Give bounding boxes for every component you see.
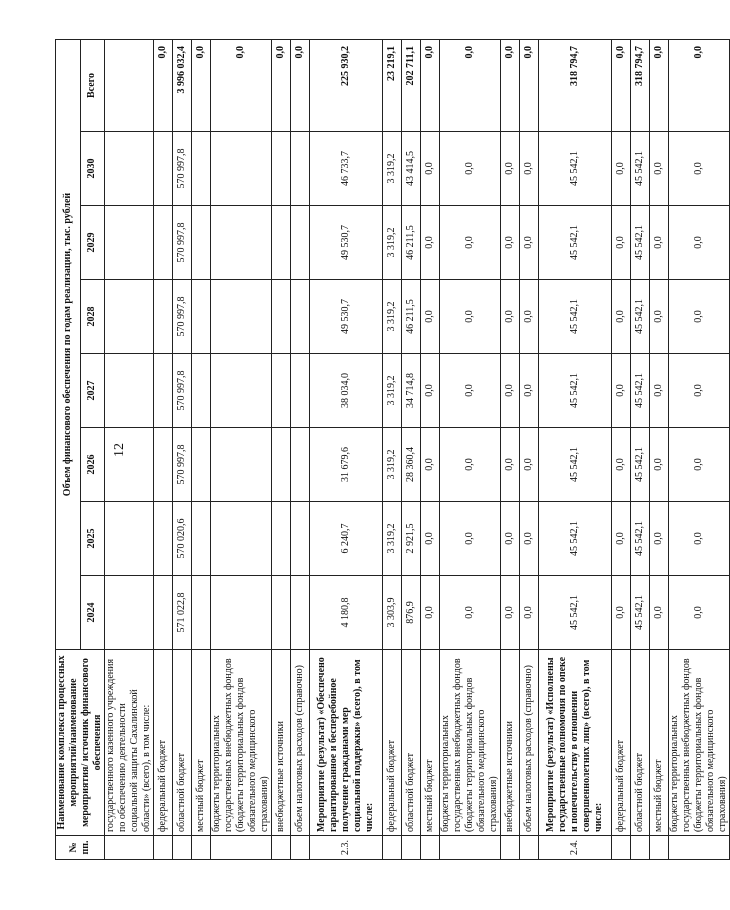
rotated-table-wrapper: [55, 40, 730, 860]
row-number: [440, 836, 501, 860]
row-label: местный бюджет: [421, 650, 440, 836]
value-cell: 45 542,1: [631, 354, 650, 428]
value-cell: 46 733,7: [310, 132, 383, 206]
value-cell: [272, 576, 291, 650]
table-row: [211, 40, 272, 860]
value-cell: 571 022,8: [173, 576, 192, 650]
value-cell: 3 319,2: [383, 132, 402, 206]
value-cell: 570 997,8: [173, 280, 192, 354]
value-cell: 0,0: [501, 502, 520, 576]
value-cell: [291, 206, 310, 280]
table-row: [291, 40, 310, 860]
value-cell: 0,0: [421, 280, 440, 354]
value-cell: 0,0: [440, 576, 501, 650]
row-label: объем налоговых расходов (справочно): [520, 650, 539, 836]
funding-table: [55, 39, 730, 860]
row-label: областной бюджет: [402, 650, 421, 836]
header-year: 2026: [80, 428, 105, 502]
row-label: федеральный бюджет: [383, 650, 402, 836]
value-cell: 0,0: [650, 206, 669, 280]
row-label: местный бюджет: [650, 650, 669, 836]
value-cell: 3 319,2: [383, 502, 402, 576]
value-cell: 0,0: [421, 428, 440, 502]
total-cell: 0,0: [192, 40, 211, 132]
value-cell: [291, 502, 310, 576]
value-cell: 570 997,8: [173, 428, 192, 502]
value-cell: 45 542,1: [539, 502, 612, 576]
total-cell: 202 711,1: [402, 40, 421, 132]
value-cell: [154, 280, 173, 354]
value-cell: 0,0: [501, 428, 520, 502]
row-number: [402, 836, 421, 860]
value-cell: 0,0: [440, 354, 501, 428]
value-cell: 46 211,5: [402, 280, 421, 354]
value-cell: 43 414,5: [402, 132, 421, 206]
value-cell: [291, 280, 310, 354]
value-cell: 31 679,6: [310, 428, 383, 502]
value-cell: 4 180,8: [310, 576, 383, 650]
value-cell: 0,0: [669, 428, 730, 502]
row-number: 2.4.: [539, 836, 612, 860]
row-label: областной бюджет: [173, 650, 192, 836]
value-cell: 45 542,1: [631, 206, 650, 280]
value-cell: [105, 132, 154, 206]
table-row: [631, 40, 650, 860]
total-cell: 0,0: [650, 40, 669, 132]
value-cell: [272, 428, 291, 502]
value-cell: 45 542,1: [539, 206, 612, 280]
table-row: [520, 40, 539, 860]
header-year: 2029: [80, 206, 105, 280]
header-num: № пп.: [56, 836, 105, 860]
value-cell: 570 997,8: [173, 206, 192, 280]
header-year: 2028: [80, 280, 105, 354]
header-year: 2024: [80, 576, 105, 650]
value-cell: 6 240,7: [310, 502, 383, 576]
value-cell: [154, 354, 173, 428]
row-number: [612, 836, 631, 860]
total-cell: 0,0: [211, 40, 272, 132]
row-number: [105, 836, 154, 860]
value-cell: [291, 354, 310, 428]
value-cell: 45 542,1: [631, 428, 650, 502]
value-cell: 28 360,4: [402, 428, 421, 502]
table-row: [440, 40, 501, 860]
row-number: [211, 836, 272, 860]
value-cell: [105, 576, 154, 650]
value-cell: 0,0: [520, 280, 539, 354]
value-cell: [211, 132, 272, 206]
value-cell: 3 319,2: [383, 280, 402, 354]
row-number: [669, 836, 730, 860]
total-cell: 3 996 032,4: [173, 40, 192, 132]
value-cell: 0,0: [612, 206, 631, 280]
value-cell: [154, 428, 173, 502]
total-cell: 0,0: [669, 40, 730, 132]
value-cell: 0,0: [669, 280, 730, 354]
value-cell: [154, 576, 173, 650]
value-cell: [192, 576, 211, 650]
value-cell: 570 020,6: [173, 502, 192, 576]
value-cell: 45 542,1: [539, 132, 612, 206]
row-number: [154, 836, 173, 860]
row-number: [501, 836, 520, 860]
table-row: [669, 40, 730, 860]
value-cell: 0,0: [520, 206, 539, 280]
value-cell: 0,0: [501, 576, 520, 650]
table-row: [192, 40, 211, 860]
value-cell: 0,0: [501, 354, 520, 428]
row-label: бюджеты территориальных государственных внебюджетных фондов (бюджеты территориальных фондов обязательного медицинского страхования): [211, 650, 272, 836]
row-label: внебюджетные источники: [501, 650, 520, 836]
value-cell: 45 542,1: [539, 280, 612, 354]
header-year: 2027: [80, 354, 105, 428]
header-name: Наименование комплекса процессных мероприятий/наименование мероприятия/ источник финансового обеспечения: [56, 650, 105, 836]
total-cell: 0,0: [440, 40, 501, 132]
value-cell: 0,0: [520, 576, 539, 650]
value-cell: [272, 502, 291, 576]
value-cell: [211, 206, 272, 280]
total-cell: 318 794,7: [539, 40, 612, 132]
value-cell: 0,0: [421, 576, 440, 650]
row-number: [173, 836, 192, 860]
row-number: [631, 836, 650, 860]
row-label: местный бюджет: [192, 650, 211, 836]
value-cell: 570 997,8: [173, 354, 192, 428]
row-label: Мероприятие (результат) «Исполнены государственные полномочия по опеке и попечительству в отношении совершеннолетних лиц» (всего), в том числе:: [539, 650, 612, 836]
value-cell: [211, 576, 272, 650]
value-cell: 0,0: [501, 132, 520, 206]
value-cell: 0,0: [421, 206, 440, 280]
value-cell: [192, 502, 211, 576]
total-cell: 225 930,2: [310, 40, 383, 132]
row-number: [291, 836, 310, 860]
total-cell: 0,0: [520, 40, 539, 132]
value-cell: 0,0: [650, 502, 669, 576]
value-cell: [192, 280, 211, 354]
value-cell: 0,0: [421, 502, 440, 576]
table-body: [105, 40, 730, 860]
value-cell: 0,0: [669, 576, 730, 650]
table-row: [612, 40, 631, 860]
total-cell: 0,0: [501, 40, 520, 132]
row-label: федеральный бюджет: [154, 650, 173, 836]
page-number: 12: [112, 443, 127, 457]
row-label: федеральный бюджет: [612, 650, 631, 836]
value-cell: 0,0: [669, 502, 730, 576]
header-year: 2025: [80, 502, 105, 576]
table-row: [105, 40, 154, 860]
row-number: [383, 836, 402, 860]
value-cell: 0,0: [650, 280, 669, 354]
table-row: [154, 40, 173, 860]
row-label: объем налоговых расходов (справочно): [291, 650, 310, 836]
value-cell: 0,0: [501, 280, 520, 354]
row-number: [421, 836, 440, 860]
value-cell: 3 303,9: [383, 576, 402, 650]
header-total: Всего: [80, 40, 105, 132]
value-cell: [192, 132, 211, 206]
value-cell: 45 542,1: [539, 428, 612, 502]
value-cell: [272, 354, 291, 428]
value-cell: [192, 206, 211, 280]
value-cell: [272, 132, 291, 206]
total-cell: 0,0: [612, 40, 631, 132]
value-cell: 0,0: [669, 354, 730, 428]
table-row: [501, 40, 520, 860]
total-cell: 23 219,1: [383, 40, 402, 132]
table-row: [383, 40, 402, 860]
table-row: [402, 40, 421, 860]
row-number: [192, 836, 211, 860]
table-row: [539, 40, 612, 860]
table-row: [650, 40, 669, 860]
value-cell: 876,9: [402, 576, 421, 650]
row-label: Мероприятие (результат) «Обеспечено гарантированное и бесперебойное получение гражданами мер социальной поддержки» (всего), в том числе:: [310, 650, 383, 836]
value-cell: 0,0: [440, 502, 501, 576]
value-cell: 0,0: [440, 280, 501, 354]
table-row: [310, 40, 383, 860]
value-cell: 0,0: [440, 206, 501, 280]
total-cell: 0,0: [272, 40, 291, 132]
value-cell: [105, 428, 154, 502]
row-number: [650, 836, 669, 860]
value-cell: [192, 428, 211, 502]
value-cell: [211, 280, 272, 354]
value-cell: [211, 502, 272, 576]
value-cell: [105, 206, 154, 280]
value-cell: [105, 280, 154, 354]
value-cell: 34 714,8: [402, 354, 421, 428]
value-cell: 0,0: [669, 132, 730, 206]
row-label: внебюджетные источники: [272, 650, 291, 836]
value-cell: 45 542,1: [631, 132, 650, 206]
value-cell: 46 211,5: [402, 206, 421, 280]
value-cell: 0,0: [612, 132, 631, 206]
value-cell: 45 542,1: [539, 576, 612, 650]
value-cell: [272, 280, 291, 354]
header-year: 2030: [80, 132, 105, 206]
value-cell: [154, 502, 173, 576]
row-label: бюджеты территориальных государственных внебюджетных фондов (бюджеты территориальных фондов обязательного медицинского страхования): [669, 650, 730, 836]
value-cell: 0,0: [520, 132, 539, 206]
value-cell: 49 530,7: [310, 206, 383, 280]
value-cell: [154, 132, 173, 206]
value-cell: 0,0: [421, 354, 440, 428]
table-row: [173, 40, 192, 860]
value-cell: 0,0: [669, 206, 730, 280]
total-cell: 0,0: [421, 40, 440, 132]
value-cell: 3 319,2: [383, 206, 402, 280]
value-cell: 45 542,1: [539, 354, 612, 428]
value-cell: 0,0: [612, 354, 631, 428]
value-cell: 3 319,2: [383, 354, 402, 428]
value-cell: [272, 206, 291, 280]
row-label: областной бюджет: [631, 650, 650, 836]
value-cell: 0,0: [440, 428, 501, 502]
value-cell: 0,0: [612, 576, 631, 650]
value-cell: 0,0: [501, 206, 520, 280]
value-cell: [291, 428, 310, 502]
value-cell: 45 542,1: [631, 576, 650, 650]
value-cell: [105, 502, 154, 576]
value-cell: 49 530,7: [310, 280, 383, 354]
header-volume: Объем финансового обеспечения по годам реализации, тыс. рублей: [56, 40, 81, 650]
total-cell: [105, 40, 154, 132]
total-cell: 0,0: [291, 40, 310, 132]
row-label: бюджеты территориальных государственных внебюджетных фондов (бюджеты территориальных фондов обязательного медицинского страхования): [440, 650, 501, 836]
row-number: [520, 836, 539, 860]
value-cell: 570 997,8: [173, 132, 192, 206]
value-cell: 0,0: [650, 576, 669, 650]
value-cell: [154, 206, 173, 280]
row-number: 2.3.: [310, 836, 383, 860]
value-cell: [291, 132, 310, 206]
value-cell: 3 319,2: [383, 428, 402, 502]
value-cell: 0,0: [650, 132, 669, 206]
value-cell: 38 034,0: [310, 354, 383, 428]
total-cell: 318 794,7: [631, 40, 650, 132]
value-cell: 45 542,1: [631, 502, 650, 576]
value-cell: [192, 354, 211, 428]
value-cell: 0,0: [612, 280, 631, 354]
total-cell: 0,0: [154, 40, 173, 132]
value-cell: 0,0: [612, 428, 631, 502]
value-cell: 0,0: [520, 502, 539, 576]
value-cell: 0,0: [520, 354, 539, 428]
value-cell: [105, 354, 154, 428]
value-cell: 2 921,5: [402, 502, 421, 576]
row-label: государственного казенного учреждения по обеспечению деятельности социальной защиты Сахалинской области» (всего), в том числе:: [105, 650, 154, 836]
table-row: [272, 40, 291, 860]
value-cell: 0,0: [520, 428, 539, 502]
value-cell: 0,0: [421, 132, 440, 206]
value-cell: 0,0: [650, 428, 669, 502]
table-row: [421, 40, 440, 860]
value-cell: [211, 354, 272, 428]
value-cell: 45 542,1: [631, 280, 650, 354]
value-cell: [211, 428, 272, 502]
row-number: [272, 836, 291, 860]
value-cell: 0,0: [650, 354, 669, 428]
value-cell: 0,0: [440, 132, 501, 206]
value-cell: [291, 576, 310, 650]
value-cell: 0,0: [612, 502, 631, 576]
